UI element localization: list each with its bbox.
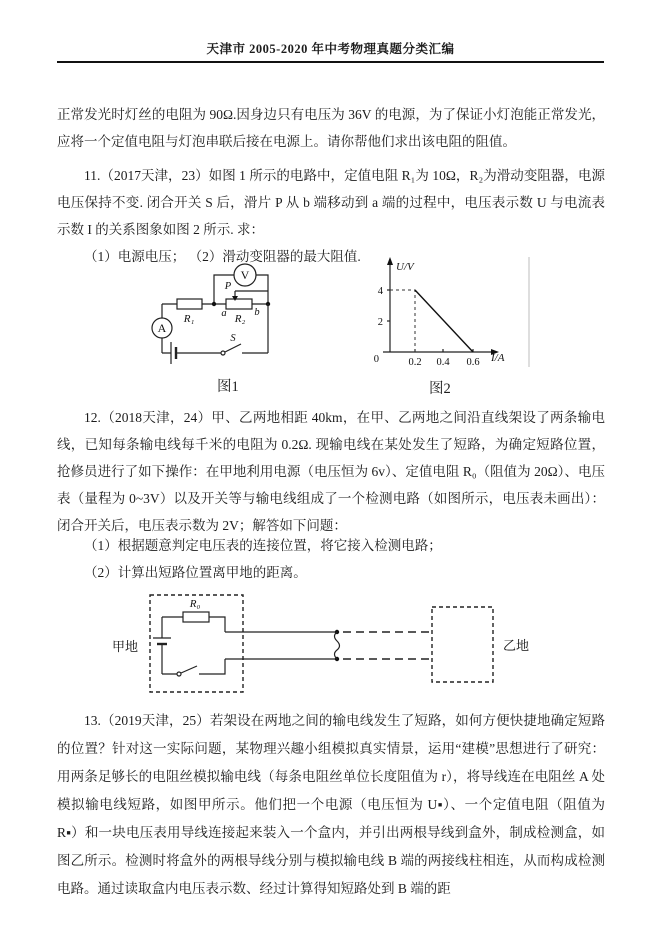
ui-data-line bbox=[415, 290, 473, 352]
terminal-b-label: b bbox=[254, 307, 260, 318]
paragraph-q11-items: （1）电源电压； （2）滑动变阻器的最大阻值. bbox=[84, 249, 361, 264]
place-right-label: 乙地 bbox=[503, 638, 530, 653]
y-tick-4: 4 bbox=[377, 286, 383, 297]
figure1-circuit-diagram bbox=[120, 258, 370, 370]
terminal-a-label: a bbox=[221, 308, 227, 319]
resistor-r1-label: R₁ bbox=[183, 313, 195, 325]
switch-s-label: S bbox=[230, 333, 236, 344]
x-tick-0.4: 0.4 bbox=[436, 357, 450, 368]
ammeter-label: A bbox=[157, 321, 167, 335]
x-axis-label: I/A bbox=[491, 352, 505, 364]
dashed-guide-lines bbox=[390, 290, 415, 352]
page-header-title: 天津市 2005-2020 年中考物理真题分类汇编 bbox=[206, 42, 455, 56]
x-tick-0.2: 0.2 bbox=[408, 357, 422, 368]
station-b-box bbox=[432, 607, 493, 682]
resistor-r1 bbox=[177, 299, 202, 309]
header-rule bbox=[57, 61, 604, 63]
voltmeter-label: V bbox=[240, 268, 250, 282]
switch-blade-icon bbox=[181, 666, 197, 673]
x-tick-0.6: 0.6 bbox=[466, 357, 480, 368]
figure2-ui-graph bbox=[365, 253, 535, 371]
paragraph-q12-item1: （1）根据题意判定电压表的连接位置，将它接入检测电路； bbox=[84, 538, 442, 553]
rheostat-r2 bbox=[226, 299, 252, 309]
short-circuit-squiggle-icon bbox=[335, 632, 340, 659]
paragraph-q12-item2: （2）计算出短路位置离甲地的距离。 bbox=[84, 565, 307, 580]
paragraph-q13-intro: 13.（2019天津，25）若架设在两地之间的输电线发生了短路，如何方便快捷地确定短路的位置？针对这一实际问题，某物理兴趣小组模拟真实情景，运用“建模”思想进行了研究：用两条足够长的电阻丝模拟输电线（每条电阻丝单位长度阻值为 r），将导线连在电阻丝 A 处模拟输电线短路，如图甲所示。他们把一个电源（电压恒为 U▪）、一个定值电阻（阻值为 R▪）和一块电压表用导线连接起来装入一个盒内，并引出两根导线到盒外，制成检测盒，如图乙所示。检测时将盒外的两根导线分别与模拟输电线 B 端的两接线柱相连，从而构成检测电路。通过读取盒内电压表示数、经过计算得知短路处到 B 端的距 bbox=[57, 713, 605, 896]
switch-pivot-icon bbox=[177, 672, 181, 676]
y-tick-2: 2 bbox=[377, 317, 383, 328]
figure2-caption: 图2 bbox=[429, 381, 451, 397]
figure1-caption: 图1 bbox=[217, 379, 239, 395]
rheostat-r2-label: R₂ bbox=[234, 313, 246, 325]
resistor-r0 bbox=[183, 612, 209, 622]
paragraph-q12-intro: 12.（2018天津，24）甲、乙两地相距 40km，在甲、乙两地之间沿直线架设了两条输电线，已知每条输电线每千米的电阻为 0.2Ω. 现输电线在某处发生了短路，为确定短路位置，抢修员进行了如下操作：在甲地利用电源（电压恒为 6v）、定值电阻 R₀（阻值为 20Ω）、电压表（量程为 0~3V）以及开关等与输电线组成了一个检测电路（如图所示，电压表未画出）：闭合开关后，电压表示数为 2V；解答如下问题： bbox=[57, 410, 605, 533]
resistor-r0-label: R₀ bbox=[189, 598, 201, 610]
origin-label: 0 bbox=[373, 354, 379, 365]
paragraph-q10-tail: 正常发光时灯丝的电阻为 90Ω.因身边只有电压为 36V 的电源，为了保证小灯泡能正常发光，应将一个定值电阻与灯泡串联后接在电源上。请你帮他们求出该电阻的阻值。 bbox=[57, 107, 605, 149]
switch-pivot-icon bbox=[221, 351, 225, 355]
paragraph-q11-intro: 11.（2017天津，23）如图 1 所示的电路中，定值电阻 R₁为 10Ω，R₂为滑动变阻器，电源电压保持不变. 闭合开关 S 后，滑片 P 从 b 端移动到 a 端的过程中，电压表示数 U 与电流表示数 I 的关系图象如图 2 所示. 求： bbox=[57, 168, 605, 237]
figure3-transmission-diagram bbox=[105, 588, 555, 703]
y-axis-label: U/V bbox=[396, 261, 414, 273]
slider-p-label: P bbox=[224, 281, 232, 292]
y-axis-arrow-icon bbox=[387, 257, 393, 265]
switch-blade-icon bbox=[225, 344, 241, 352]
place-left-label: 甲地 bbox=[112, 639, 139, 654]
